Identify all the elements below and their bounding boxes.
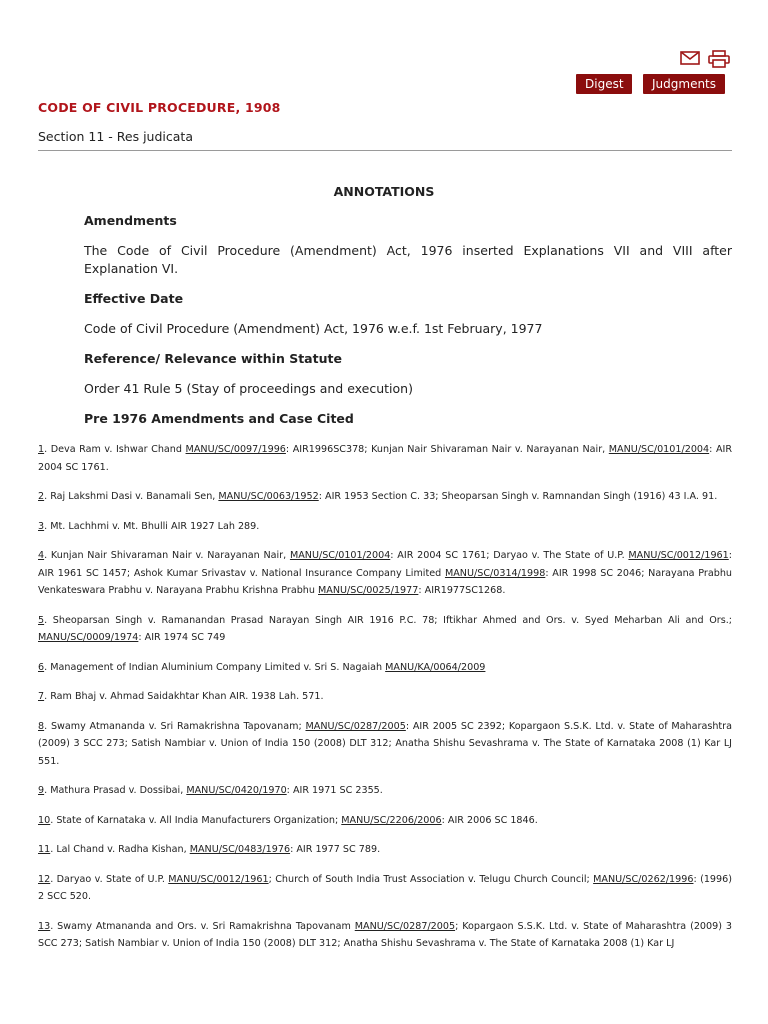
case-number-link[interactable]: 6 xyxy=(38,661,45,673)
citation-link[interactable]: MANU/SC/0314/1998 xyxy=(444,567,546,579)
citation-link[interactable]: MANU/SC/0101/2004 xyxy=(289,550,391,561)
case-item xyxy=(38,547,732,600)
case-text: . Deva Ram v. Ishwar Chand xyxy=(44,444,186,455)
case-item xyxy=(38,812,732,830)
case-number-link[interactable]: 2 xyxy=(38,491,45,502)
case-number-link[interactable]: 5 xyxy=(38,614,45,626)
case-text: : AIR 1971 SC 2355. xyxy=(286,785,383,796)
case-number-link[interactable]: 3 xyxy=(38,520,45,532)
case-text: . Swamy Atmananda and Ors. v. Sri Ramakrishna Tapovanam xyxy=(50,920,355,932)
case-item xyxy=(38,612,732,647)
printer-icon[interactable] xyxy=(708,50,730,68)
case-number-link[interactable]: 11 xyxy=(38,844,51,855)
pre-1976-heading: Pre 1976 Amendments and Case Cited xyxy=(84,411,354,426)
tab-digest[interactable]: Digest xyxy=(576,74,632,94)
case-text: : AIR 1998 SC 2046; Narayana Prabhu Venkateswara Prabhu v. Narayana Prabhu Krishna Prabhu xyxy=(38,567,732,596)
citation-link[interactable]: MANU/SC/2206/2006 xyxy=(341,814,442,826)
effective-date-text: Code of Civil Procedure (Amendment) Act, 1976 w.e.f. 1st February, 1977 xyxy=(84,321,543,336)
divider xyxy=(38,150,732,151)
toolbar-icons xyxy=(680,50,730,68)
document-title: CODE OF CIVIL PROCEDURE, 1908 xyxy=(38,100,281,115)
citation-link[interactable]: MANU/SC/0262/1996 xyxy=(593,873,694,885)
citation-link[interactable]: MANU/SC/0012/1961 xyxy=(628,550,729,561)
case-number-link[interactable]: 4 xyxy=(38,550,45,561)
case-number-link[interactable]: 12 xyxy=(38,873,51,885)
case-text: . Kunjan Nair Shivaraman Nair v. Narayanan Nair, xyxy=(44,550,290,561)
amendments-heading: Amendments xyxy=(84,213,177,228)
case-item xyxy=(38,918,732,953)
case-text: . Daryao v. State of U.P. xyxy=(50,873,169,885)
case-item xyxy=(38,518,732,536)
reference-text: Order 41 Rule 5 (Stay of proceedings and execution) xyxy=(84,381,413,396)
citation-link[interactable]: MANU/KA/0064/2009 xyxy=(385,661,486,673)
case-text: : AIR 2006 SC 1846. xyxy=(441,814,538,826)
case-text: . Raj Lakshmi Dasi v. Banamali Sen, xyxy=(44,491,219,502)
case-text: : AIR1977SC1268. xyxy=(418,585,506,596)
case-text: : AIR 1953 Section C. 33; Sheoparsan Singh v. Ramnandan Singh (1916) 43 I.A. 91. xyxy=(318,491,718,502)
reference-heading: Reference/ Relevance within Statute xyxy=(84,351,342,366)
case-text: . Sheoparsan Singh v. Ramanandan Prasad Narayan Singh AIR 1916 P.C. 78; Iftikhar Ahmed and Ors. v. Syed Meharban Ali and Ors.; xyxy=(44,614,732,626)
case-item xyxy=(38,782,732,800)
case-item xyxy=(38,688,732,706)
citation-link[interactable]: MANU/SC/0287/2005 xyxy=(354,920,456,932)
case-number-link[interactable]: 8 xyxy=(38,720,45,732)
citation-link[interactable]: MANU/SC/0063/1952 xyxy=(218,491,319,502)
case-text: ; Kopargaon S.S.K. Ltd. v. State of Maharashtra (2009) 3 SCC 273; Satish Nambiar v. Union of India 150 (2008) DLT 312; Anatha Shishu Sevashrama v. The State of Karnataka 2008 (1) Kar LJ xyxy=(38,920,732,949)
mail-icon[interactable] xyxy=(680,50,700,68)
case-text: : AIR 1961 SC 1457; Ashok Kumar Srivastav v. National Insurance Company Limited xyxy=(38,550,732,579)
citation-link[interactable]: MANU/SC/0483/1976 xyxy=(189,844,291,855)
case-item xyxy=(38,659,732,677)
case-text: : (1996) 2 SCC 520. xyxy=(38,873,732,902)
case-text: . State of Karnataka v. All India Manufacturers Organization; xyxy=(50,814,342,826)
effective-date-heading: Effective Date xyxy=(84,291,184,306)
case-text: : AIR 2004 SC 1761. xyxy=(38,444,733,473)
tab-judgments[interactable]: Judgments xyxy=(643,74,725,94)
citation-link[interactable]: MANU/SC/0101/2004 xyxy=(608,444,710,455)
citation-link[interactable]: MANU/SC/0420/1970 xyxy=(186,785,287,796)
case-text: . Ram Bhaj v. Ahmad Saidakhtar Khan AIR. 1938 Lah. 571. xyxy=(44,691,324,702)
case-text: : AIR 2004 SC 1761; Daryao v. The State of U.P. xyxy=(390,550,629,561)
case-number-link[interactable]: 10 xyxy=(38,814,51,826)
case-text: : AIR 2005 SC 2392; Kopargaon S.S.K. Ltd. v. State of Maharashtra (2009) 3 SCC 273; Satish Nambiar v. Union of India 150 (2008) DLT 312; Anatha Shishu Sevashrama v. The State of Karnataka 2008 (1) Kar LJ 551. xyxy=(38,720,732,767)
case-text: : AIR 1974 SC 749 xyxy=(138,632,226,643)
case-text: . Mt. Lachhmi v. Mt. Bhulli AIR 1927 Lah 289. xyxy=(44,520,260,532)
case-number-link[interactable]: 13 xyxy=(38,920,51,932)
section-title: Section 11 - Res judicata xyxy=(38,129,193,144)
case-item xyxy=(38,718,732,771)
case-list xyxy=(38,441,732,965)
case-text: ; Church of South India Trust Association v. Telugu Church Council; xyxy=(268,873,594,885)
case-text: : AIR 1977 SC 789. xyxy=(290,844,381,855)
annotations-heading: ANNOTATIONS xyxy=(333,184,435,199)
citation-link[interactable]: MANU/SC/0287/2005 xyxy=(305,720,406,732)
tab-bar xyxy=(576,74,725,94)
citation-link[interactable]: MANU/SC/0009/1974 xyxy=(38,632,139,643)
case-number-link[interactable]: 7 xyxy=(38,691,45,702)
case-item xyxy=(38,441,732,476)
case-item xyxy=(38,871,732,906)
case-number-link[interactable]: 9 xyxy=(38,785,45,796)
amendments-text: The Code of Civil Procedure (Amendment) Act, 1976 inserted Explanations VII and VIII after Explanation VI. xyxy=(84,243,732,276)
citation-link[interactable]: MANU/SC/0025/1977 xyxy=(318,585,419,596)
case-item xyxy=(38,841,732,859)
case-text: : AIR1996SC378; Kunjan Nair Shivaraman Nair v. Narayanan Nair, xyxy=(285,444,609,455)
case-text: . Swamy Atmananda v. Sri Ramakrishna Tapovanam; xyxy=(44,720,306,732)
case-number-link[interactable]: 1 xyxy=(38,444,45,455)
case-text: . Mathura Prasad v. Dossibai, xyxy=(44,785,187,796)
citation-link[interactable]: MANU/SC/0097/1996 xyxy=(185,444,286,455)
case-item xyxy=(38,488,732,506)
case-text: . Lal Chand v. Radha Kishan, xyxy=(50,844,190,855)
citation-link[interactable]: MANU/SC/0012/1961 xyxy=(168,873,269,885)
case-text: . Management of Indian Aluminium Company Limited v. Sri S. Nagaiah xyxy=(44,661,386,673)
